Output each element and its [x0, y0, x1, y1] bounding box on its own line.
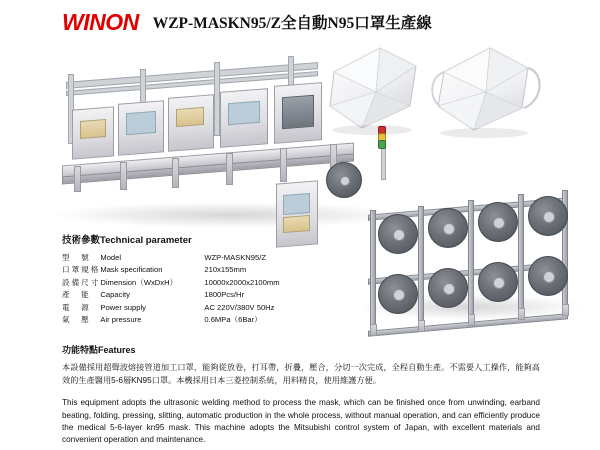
machine-module-2-window: [126, 111, 156, 135]
roll-hub: [543, 211, 555, 223]
spec-value: AC 220V/380V 50Hz: [204, 302, 275, 312]
spec-key-cn: 口罩規格: [62, 265, 101, 275]
signal-lamp-green: [378, 140, 386, 149]
roll-hub: [443, 223, 455, 235]
roll-hub: [393, 289, 405, 301]
features-paragraph-cn: 本設備採用超聲波熔接管道加工口罩，能夠從放卷，打耳帶，折疊，壓合，分切一次完成，全程自動生產。不需要人工操作，能夠高效的生產醫用5-6層KN95口罩。本機採用日本三菱控制系統，用料精良，使用維護方便。: [62, 363, 540, 385]
control-cabinet-screen: [283, 193, 310, 215]
table-row: [62, 314, 280, 327]
roll-hub: [393, 229, 405, 241]
fabric-roll: [478, 262, 518, 302]
roll-hub: [340, 176, 351, 187]
table-row: [62, 264, 280, 277]
roll-hub: [493, 277, 505, 289]
mask-right-photo: [424, 38, 548, 142]
spec-key-cn: 設備尺寸: [62, 277, 101, 287]
spec-table: [62, 251, 280, 326]
features-section: [62, 343, 540, 447]
machine-leg: [280, 148, 287, 182]
spec-value: 10000x2000x2100mm: [204, 277, 280, 287]
roll-hub: [543, 271, 555, 283]
fabric-roll: [478, 202, 518, 242]
machine-module-1-panel: [80, 119, 106, 139]
spec-value: 1800Pcs/Hr: [204, 290, 245, 300]
product-illustration: [0, 34, 600, 234]
spec-value: WZP-MASKN95/Z: [204, 252, 266, 262]
roll-hub: [493, 217, 505, 229]
technical-parameter-section: [62, 232, 392, 326]
signal-tower-pole: [381, 144, 386, 180]
rack-foot: [418, 320, 425, 332]
table-row: [62, 289, 280, 302]
spec-key-en: Capacity: [100, 290, 130, 300]
machine-leg: [74, 166, 81, 192]
rack-post: [468, 200, 474, 318]
table-row: [62, 276, 280, 289]
machine-leg: [226, 153, 233, 185]
spec-section-title: 技術參數Technical parameter: [62, 235, 192, 246]
table-row: [62, 301, 280, 314]
spec-key-cn: 型 號: [62, 252, 91, 262]
fabric-roll: [428, 208, 468, 248]
features-paragraph-en: This equipment adopts the ultrasonic welding method to process the mask, which can be finished once from unwinding, earband beating, folding, pressing, slitting, automatic production in the whole process, without manual operation, and can efficiently produce the medical 5-6-layer kn95 mask. This machine adopts the Mitsubishi control system of Japan, with excellent materials and convenient operation and maintenance.: [62, 398, 540, 445]
spec-value: 0.6MPa（6Bar）: [204, 315, 262, 325]
ground-shadow: [50, 202, 410, 228]
spec-key-en: Dimension（WxDxH）: [100, 277, 178, 287]
material-roll-top: [326, 162, 362, 198]
spec-key-en: Model: [100, 252, 122, 262]
page-title: WZP-MASKN95/Z全自動N95口罩生產線: [152, 15, 432, 32]
rack-foot: [468, 314, 475, 326]
spec-key-en: Mask specification: [100, 265, 163, 275]
table-row: [62, 251, 280, 264]
spec-key-cn: 氣 壓: [62, 315, 91, 325]
features-section-title: 功能特點Features: [62, 345, 136, 355]
machine-module-3-panel: [176, 107, 204, 127]
spec-key-cn: 產 能: [62, 290, 91, 300]
spec-key-en: Air pressure: [100, 315, 142, 325]
machine-module-4-window: [228, 101, 260, 126]
brand-logo: WINON: [62, 8, 139, 35]
machine-leg: [172, 158, 179, 188]
fabric-roll: [528, 256, 568, 296]
fabric-roll: [428, 268, 468, 308]
rack-post: [418, 206, 424, 324]
spec-key-cn: 電 源: [62, 302, 91, 312]
mask-left-photo: [318, 40, 428, 136]
machine-module-5-door: [282, 95, 314, 130]
rack-foot: [562, 304, 569, 316]
control-cabinet-panel: [283, 215, 310, 233]
roll-hub: [443, 283, 455, 295]
machine-leg: [120, 162, 127, 190]
rack-foot: [518, 308, 525, 320]
rack-post: [518, 194, 524, 312]
spec-key-en: Power supply: [100, 302, 146, 312]
fabric-roll: [528, 196, 568, 236]
spec-value: 210x155mm: [204, 265, 247, 275]
